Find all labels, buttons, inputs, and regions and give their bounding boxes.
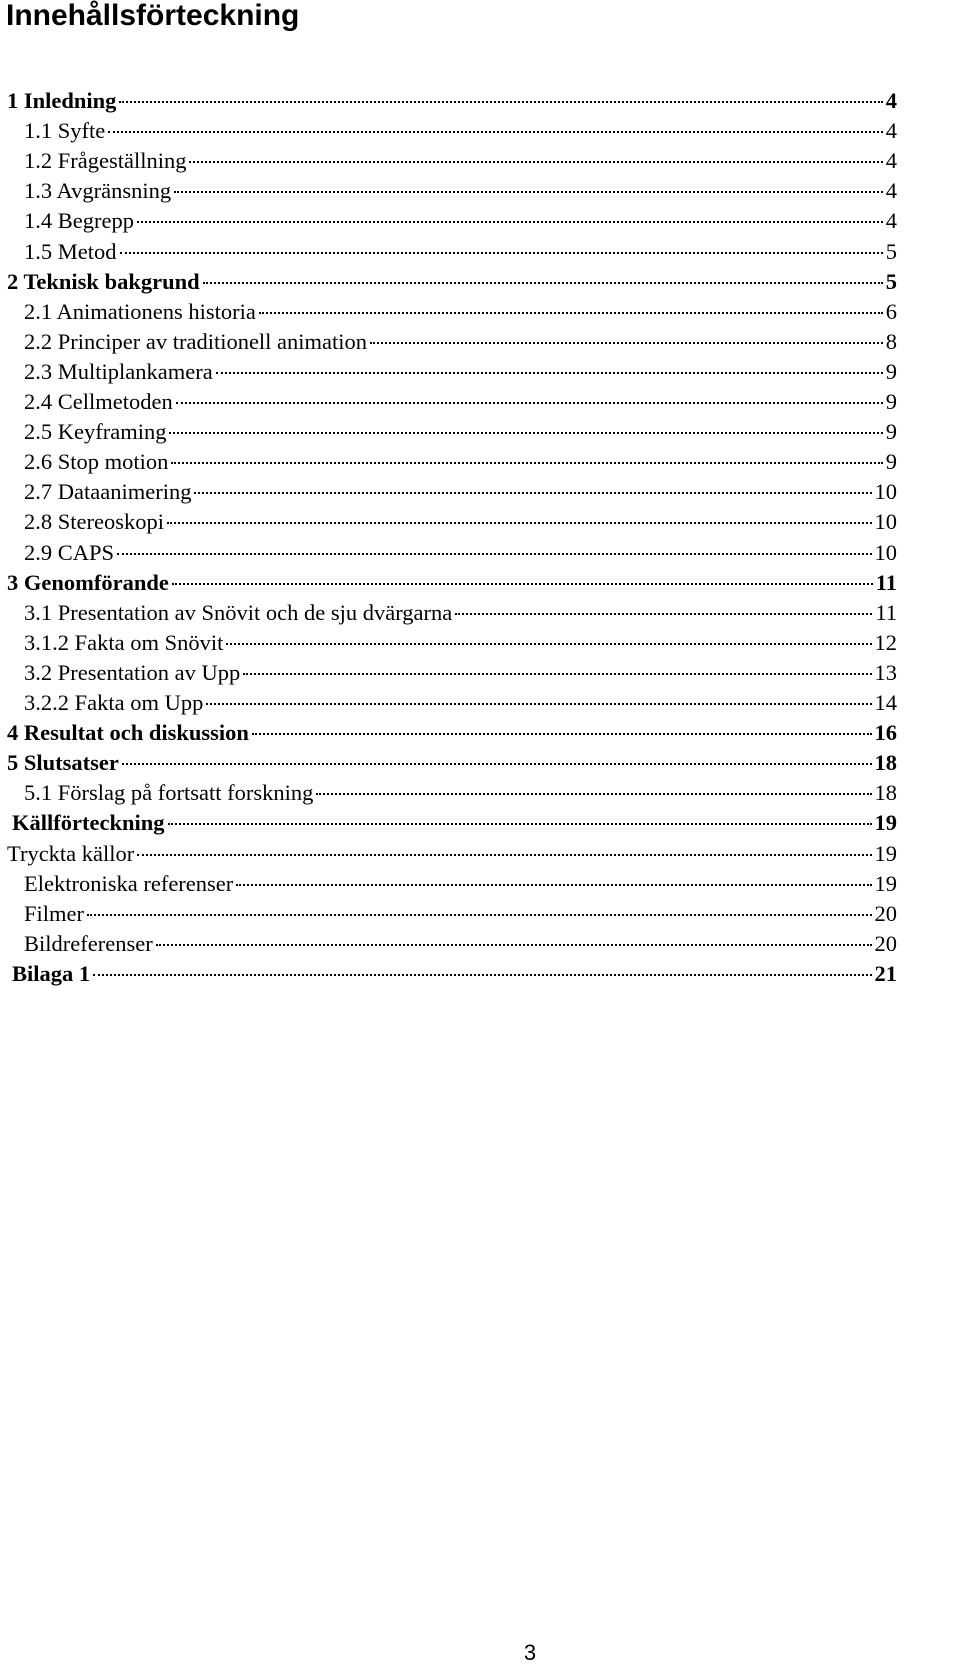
toc-dot-leader	[455, 590, 872, 620]
toc-entry[interactable]	[24, 469, 897, 504]
toc-entry[interactable]	[24, 439, 897, 474]
toc-dot-leader	[243, 650, 871, 680]
toc-entry-page: 4	[885, 208, 897, 233]
toc-dot-leader	[120, 229, 883, 259]
toc-entry[interactable]	[24, 168, 897, 203]
toc-entry-page: 4	[885, 118, 897, 143]
toc-dot-leader	[216, 349, 883, 379]
toc-dot-leader	[87, 891, 872, 921]
toc-entry-title: 1.1 Syfte	[24, 118, 106, 143]
toc-entry-page: 12	[874, 630, 897, 655]
toc-entry-title: Bildreferenser	[24, 931, 153, 956]
toc-dot-leader	[93, 951, 871, 981]
toc-dot-leader	[370, 319, 883, 349]
toc-dot-leader	[117, 530, 871, 560]
toc-entry[interactable]	[24, 138, 897, 173]
toc-entry[interactable]	[7, 740, 897, 775]
toc-entry[interactable]	[24, 770, 897, 805]
toc-entry[interactable]	[7, 560, 897, 595]
toc-dot-leader	[189, 138, 882, 168]
toc-entry-page: 4	[885, 88, 897, 113]
toc-entry-page: 10	[874, 479, 897, 504]
toc-entry[interactable]	[24, 499, 897, 534]
toc-entry-page: 21	[874, 961, 897, 986]
toc-entry-page: 5	[885, 269, 897, 294]
toc-entry[interactable]	[24, 620, 897, 655]
toc-entry-title: 5 Slutsatser	[7, 750, 119, 775]
toc-entry-page: 8	[885, 329, 897, 354]
toc-dot-leader	[169, 409, 882, 439]
toc-entry-title: 2.8 Stereoskopi	[24, 509, 164, 534]
toc-dot-leader	[168, 800, 872, 830]
toc-entry-title: 3.2.2 Fakta om Upp	[24, 690, 204, 715]
toc-entry[interactable]	[24, 590, 897, 625]
toc-entry[interactable]	[24, 198, 897, 233]
toc-entry-title: 1.2 Frågeställning	[24, 148, 187, 173]
toc-entry-page: 19	[874, 871, 897, 896]
toc-entry[interactable]	[24, 349, 897, 384]
toc-entry-title: 2.2 Principer av traditionell animation	[24, 329, 368, 354]
toc-dot-leader	[108, 108, 883, 138]
toc-entry-title: 1 Inledning	[7, 88, 117, 113]
toc-entry-title: 2.3 Multiplankamera	[24, 359, 213, 384]
toc-entry-page: 10	[874, 509, 897, 534]
toc-entry-page: 19	[874, 841, 897, 866]
toc-entry-page: 9	[885, 449, 897, 474]
toc-entry-title: 2.7 Dataanimering	[24, 479, 192, 504]
toc-dot-leader	[252, 710, 872, 740]
toc-dot-leader	[316, 770, 871, 800]
toc-entry[interactable]	[24, 289, 897, 324]
toc-entry-page: 10	[874, 540, 897, 565]
toc-entry-title: 1.4 Begrepp	[24, 208, 134, 233]
toc-entry[interactable]	[12, 800, 897, 835]
toc-dot-leader	[167, 499, 872, 529]
toc-entry[interactable]	[7, 710, 897, 745]
toc-entry-page: 11	[875, 600, 897, 625]
toc-entry-page: 16	[874, 720, 897, 745]
toc-entry[interactable]	[24, 409, 897, 444]
page-title: Innehållsförteckning	[6, 0, 300, 32]
toc-entry[interactable]	[24, 861, 897, 896]
toc-dot-leader	[156, 921, 872, 951]
toc-dot-leader	[119, 78, 882, 108]
toc-entry-page: 5	[885, 239, 897, 264]
toc-entry-page: 9	[885, 419, 897, 444]
toc-dot-leader	[259, 289, 883, 319]
toc-entry[interactable]	[7, 259, 897, 294]
toc-dot-leader	[236, 861, 871, 891]
toc-entry[interactable]	[24, 891, 897, 926]
toc-entry-title: 3.1.2 Fakta om Snövit	[24, 630, 224, 655]
toc-entry[interactable]	[24, 530, 897, 565]
toc-dot-leader	[122, 740, 872, 770]
toc-entry[interactable]	[24, 108, 897, 143]
toc-entry-page: 4	[885, 148, 897, 173]
toc-entry-title: Filmer	[24, 901, 84, 926]
toc-entry[interactable]	[12, 951, 897, 986]
toc-dot-leader	[137, 198, 883, 228]
toc-dot-leader	[174, 168, 883, 198]
toc-entry-page: 19	[874, 810, 897, 835]
toc-entry[interactable]	[24, 921, 897, 956]
toc-entry-title: 3.2 Presentation av Upp	[24, 660, 241, 685]
toc-dot-leader	[137, 831, 871, 861]
toc-entry-title: 1.5 Metod	[24, 239, 117, 264]
toc-dot-leader	[203, 259, 883, 289]
toc-dot-leader	[176, 379, 883, 409]
toc-entry[interactable]	[24, 229, 897, 264]
toc-entry-title: 3.1 Presentation av Snövit och de sju dvärgarna	[24, 600, 453, 625]
toc-entry[interactable]	[7, 78, 897, 113]
toc-entry-title: 1.3 Avgränsning	[24, 178, 172, 203]
toc-entry-title: 5.1 Förslag på fortsatt forskning	[24, 780, 314, 805]
toc-entry-title: Källförteckning	[12, 810, 165, 835]
toc-entry[interactable]	[24, 680, 897, 715]
toc-entry-title: 2.4 Cellmetoden	[24, 389, 173, 414]
toc-entry-page: 6	[885, 299, 897, 324]
toc-entry-title: 2 Teknisk bakgrund	[7, 269, 200, 294]
toc-entry[interactable]	[24, 650, 897, 685]
toc-dot-leader	[206, 680, 871, 710]
toc-entry[interactable]	[7, 831, 897, 866]
toc-entry-title: 3 Genomförande	[7, 570, 169, 595]
toc-entry-page: 18	[874, 750, 897, 775]
toc-entry-page: 13	[874, 660, 897, 685]
toc-dot-leader	[172, 560, 873, 590]
toc-entry-title: 2.5 Keyframing	[24, 419, 167, 444]
page-number: 3	[523, 1640, 537, 1665]
toc-entry-page: 14	[874, 690, 897, 715]
toc-entry[interactable]	[24, 379, 897, 414]
toc-entry-page: 9	[885, 389, 897, 414]
toc-entry-title: 2.1 Animationens historia	[24, 299, 256, 324]
toc-entry-title: 2.9 CAPS	[24, 540, 115, 565]
toc-dot-leader	[226, 620, 871, 650]
toc-dot-leader	[171, 439, 882, 469]
toc-entry-title: 2.6 Stop motion	[24, 449, 169, 474]
toc-entry-page: 4	[885, 178, 897, 203]
toc-entry-title: Tryckta källor	[7, 841, 135, 866]
toc-entry[interactable]	[24, 319, 897, 354]
toc-entry-page: 11	[875, 570, 897, 595]
toc-entry-page: 20	[874, 931, 897, 956]
toc-entry-title: 4 Resultat och diskussion	[7, 720, 249, 745]
toc-entry-page: 18	[874, 780, 897, 805]
toc-entry-page: 20	[874, 901, 897, 926]
toc-entry-page: 9	[885, 359, 897, 384]
toc-dot-leader	[194, 469, 871, 499]
toc-entry-title: Elektroniska referenser	[24, 871, 234, 896]
toc-entry-title: Bilaga 1	[12, 961, 91, 986]
